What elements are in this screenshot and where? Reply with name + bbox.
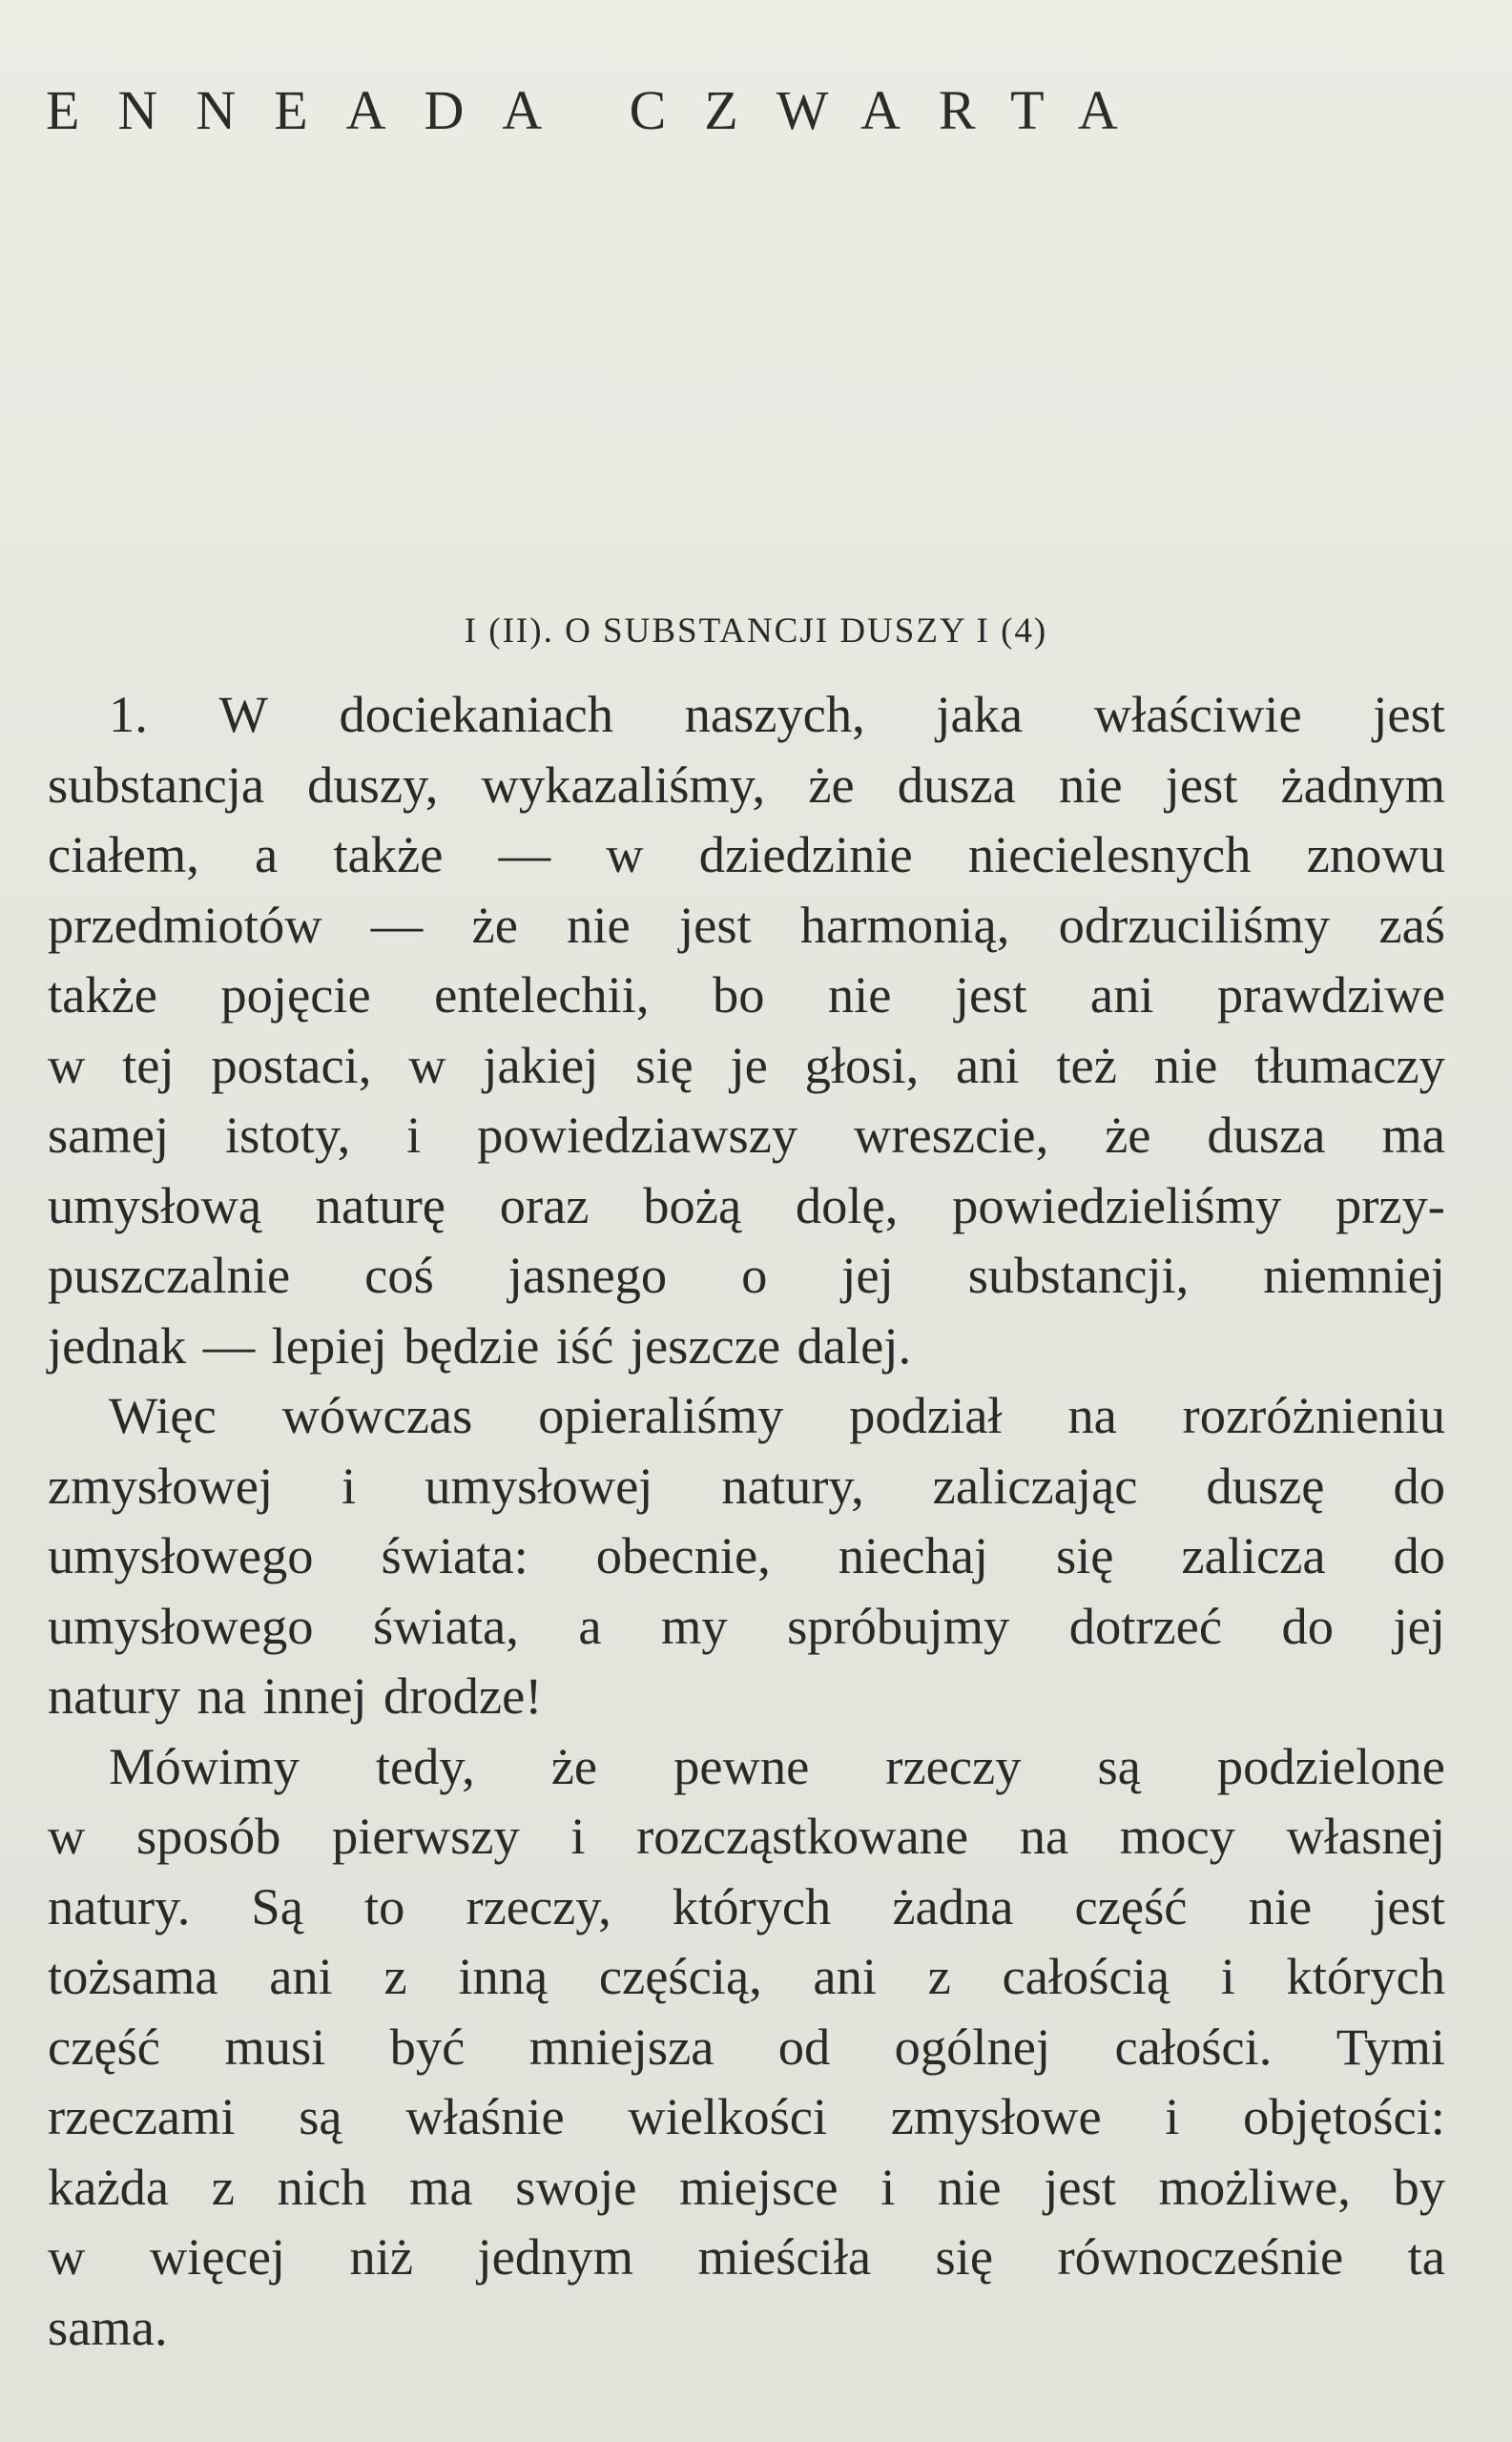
section-title: I (II). O SUBSTANCJI DUSZY I (4) <box>464 611 1048 651</box>
paragraph <box>48 1380 1445 1731</box>
text-line: natury. Są to rzeczy, których żadna część nie jest <box>48 1876 1445 1935</box>
text-line: Mówimy tedy, że pewne rzeczy są podzielone <box>109 1736 1445 1795</box>
text-line: umysłową naturę oraz bożą dolę, powiedzieliśmy przy- <box>48 1175 1445 1234</box>
text-line: także pojęcie entelechii, bo nie jest ani prawdziwe <box>48 965 1445 1024</box>
text-line: sama. <box>48 2297 168 2356</box>
running-head: ENNEADA CZWARTA <box>46 79 1156 141</box>
text-line: każda z nich ma swoje miejsce i nie jest możliwe, by <box>48 2157 1445 2216</box>
text-line: puszczalnie coś jasnego o jej substancji, niemniej <box>48 1246 1445 1304</box>
text-line: w sposób pierwszy i rozcząstkowane na mocy własnej <box>48 1807 1445 1865</box>
text-line: ciałem, a także — w dziedzinie niecielesnych znowu <box>48 825 1445 883</box>
text-line: rzeczami są właśnie wielkości zmysłowe i objętości: <box>48 2087 1445 2145</box>
text-line: w więcej niż jednym mieściła się równocześnie ta <box>48 2227 1445 2286</box>
text-line: umysłowego świata: obecnie, niechaj się zalicza do <box>48 1526 1445 1584</box>
text-line: 1. W dociekaniach naszych, jaka właściwie jest <box>109 685 1445 743</box>
text-line: samej istoty, i powiedziawszy wreszcie, że dusza ma <box>48 1106 1445 1164</box>
text-line: tożsama ani z inną częścią, ani z całością i których <box>48 1947 1445 2005</box>
text-line: w tej postaci, w jakiej się je głosi, ani też nie tłumaczy <box>48 1035 1445 1094</box>
text-line: Więc wówczas opieraliśmy podział na rozróżnieniu <box>109 1386 1445 1444</box>
text-line: jednak — lepiej będzie iść jeszcze dalej. <box>48 1315 912 1375</box>
text-line: część musi być mniejsza od ogólnej całości. Tymi <box>48 2017 1445 2076</box>
body-text <box>48 679 1445 2362</box>
text-line: substancja duszy, wykazaliśmy, że dusza nie jest żadnym <box>48 755 1445 814</box>
text-line: przedmiotów — że nie jest harmonią, odrzuciliśmy zaś <box>48 895 1445 954</box>
paragraph <box>48 1731 1445 2363</box>
text-line: zmysłowej i umysłowej natury, zaliczając duszę do <box>48 1456 1445 1515</box>
text-line: natury na innej drodze! <box>48 1666 543 1725</box>
paragraph <box>48 679 1445 1380</box>
text-line: umysłowego świata, a my spróbujmy dotrzeć do jej <box>48 1596 1445 1655</box>
